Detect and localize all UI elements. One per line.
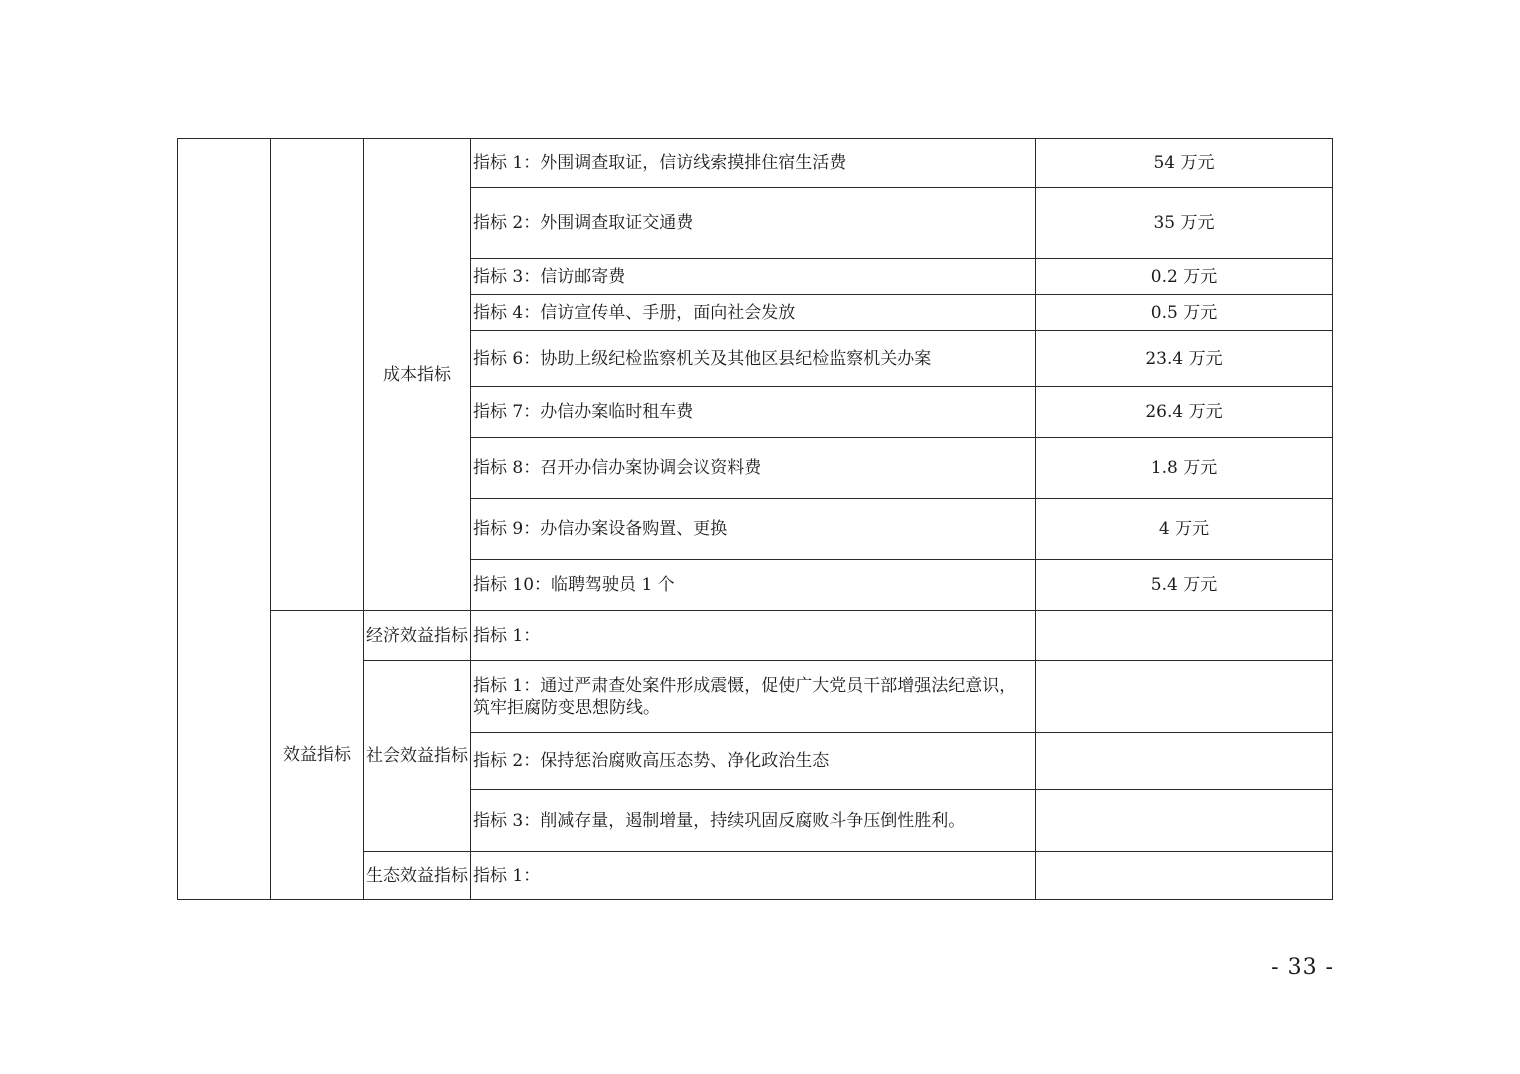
indicator-name: 指标 10：临聘驾驶员 1 个 [471, 560, 1036, 611]
indicator-value: 5.4 万元 [1036, 560, 1333, 611]
indicator-value: 1.8 万元 [1036, 438, 1333, 499]
performance-indicator-table [177, 138, 1333, 900]
page-number: - 33 - [1271, 955, 1334, 980]
table-row [178, 139, 1333, 188]
indicator-value: 35 万元 [1036, 188, 1333, 259]
indicator-value: 23.4 万元 [1036, 331, 1333, 387]
blank-cell-level1 [178, 139, 271, 900]
indicator-name: 指标 3：削减存量，遏制增量，持续巩固反腐败斗争压倒性胜利。 [471, 790, 1036, 852]
indicator-name: 指标 1： [471, 611, 1036, 661]
indicator-name: 指标 7：办信办案临时租车费 [471, 387, 1036, 438]
indicator-name: 指标 4：信访宣传单、手册，面向社会发放 [471, 295, 1036, 331]
cost-indicator-category: 成本指标 [364, 139, 471, 611]
indicator-name: 指标 1：通过严肃查处案件形成震慑，促使广大党员干部增强法纪意识，筑牢拒腐防变思想防线。 [471, 661, 1036, 733]
indicator-value [1036, 852, 1333, 900]
indicator-value [1036, 790, 1333, 852]
benefit-indicator-category: 效益指标 [271, 611, 364, 900]
ecological-benefit-subcategory: 生态效益指标 [364, 852, 471, 900]
blank-cell-level2 [271, 139, 364, 611]
indicator-name: 指标 6：协助上级纪检监察机关及其他区县纪检监察机关办案 [471, 331, 1036, 387]
indicator-name: 指标 1： [471, 852, 1036, 900]
indicator-name: 指标 2：保持惩治腐败高压态势、净化政治生态 [471, 733, 1036, 790]
indicator-value: 54 万元 [1036, 139, 1333, 188]
indicator-value [1036, 733, 1333, 790]
indicator-value: 0.5 万元 [1036, 295, 1333, 331]
indicator-value: 26.4 万元 [1036, 387, 1333, 438]
indicator-value [1036, 611, 1333, 661]
table-row [178, 611, 1333, 661]
indicator-name: 指标 2：外围调查取证交通费 [471, 188, 1036, 259]
indicator-name: 指标 1：外围调查取证，信访线索摸排住宿生活费 [471, 139, 1036, 188]
indicator-value: 0.2 万元 [1036, 259, 1333, 295]
indicator-value: 4 万元 [1036, 499, 1333, 560]
economic-benefit-subcategory: 经济效益指标 [364, 611, 471, 661]
indicator-name: 指标 9：办信办案设备购置、更换 [471, 499, 1036, 560]
indicator-name: 指标 8：召开办信办案协调会议资料费 [471, 438, 1036, 499]
indicator-value [1036, 661, 1333, 733]
social-benefit-subcategory: 社会效益指标 [364, 661, 471, 852]
indicator-name: 指标 3：信访邮寄费 [471, 259, 1036, 295]
